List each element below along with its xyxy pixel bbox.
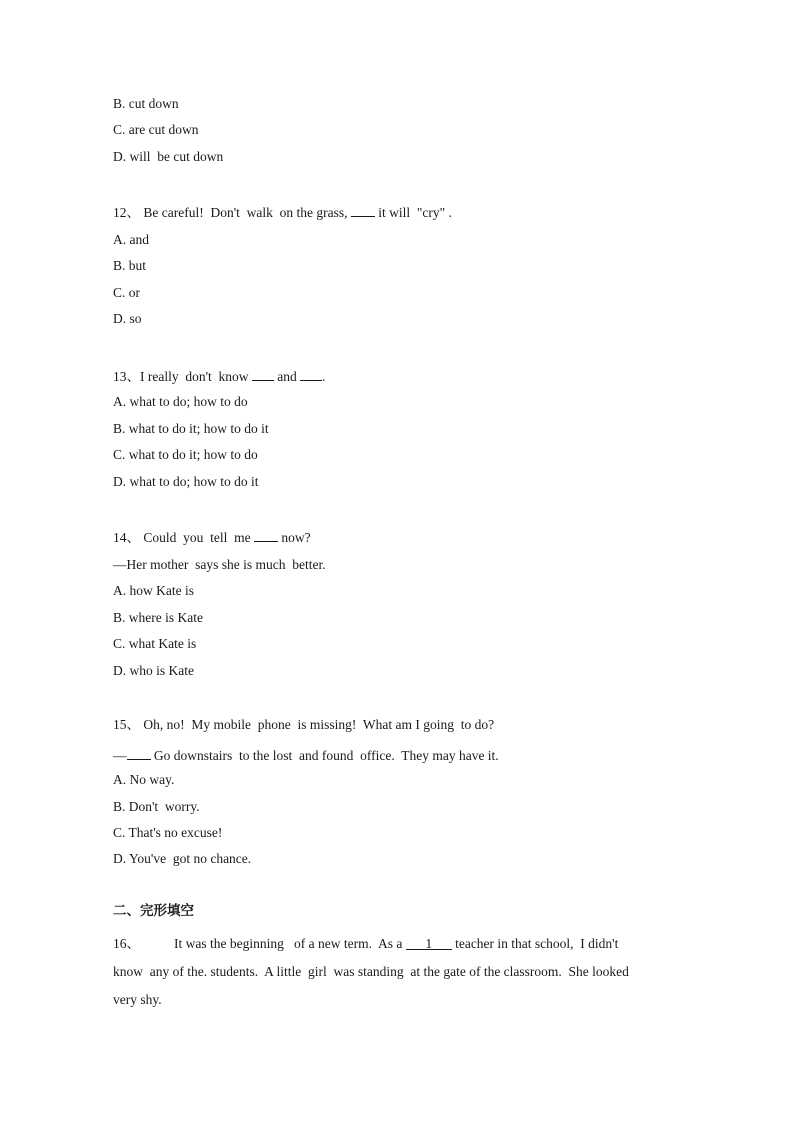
q14-stem-before: 14、 Could you tell me bbox=[113, 530, 254, 545]
q14-option-c: C. what Kate is bbox=[113, 636, 197, 651]
q15-option-a: A. No way. bbox=[113, 772, 175, 787]
q12-stem-after: it will "cry" . bbox=[374, 205, 452, 220]
q15-option-d: D. You've got no chance. bbox=[113, 851, 252, 866]
q13-option-c: C. what to do it; how to do bbox=[113, 447, 258, 462]
q15-option-b: B. Don't worry. bbox=[113, 799, 200, 814]
q15-stem: 15、 Oh, no! My mobile phone is missing! What am I going to do? bbox=[113, 717, 495, 732]
q15-reply bbox=[113, 747, 499, 763]
q14-stem-after: now? bbox=[278, 530, 311, 545]
q14-stem bbox=[113, 529, 311, 545]
q14-option-a: A. how Kate is bbox=[113, 583, 194, 598]
q12-stem-before: 12、 Be careful! Don't walk on the grass, bbox=[113, 205, 351, 220]
q13-blank-1 bbox=[252, 368, 274, 381]
q12-stem bbox=[113, 204, 452, 220]
q14-blank bbox=[254, 529, 278, 542]
q16-line-2: know any of the. students. A little girl was standing at the gate of the classroom. She looked bbox=[113, 964, 629, 979]
q15-reply-dash: — bbox=[113, 748, 127, 763]
q16-line-3: very shy. bbox=[113, 992, 162, 1007]
q13-stem-mid: and bbox=[273, 369, 301, 384]
q16-line-1 bbox=[113, 937, 618, 951]
q11-option-d: D. will be cut down bbox=[113, 149, 224, 164]
q14-reply: —Her mother says she is much better. bbox=[113, 557, 326, 572]
q12-option-c: C. or bbox=[113, 285, 140, 300]
q13-option-a: A. what to do; how to do bbox=[113, 394, 248, 409]
q15-option-c: C. That's no excuse! bbox=[113, 825, 223, 840]
q13-option-b: B. what to do it; how to do it bbox=[113, 421, 269, 436]
q16-line1-after: teacher in that school, I didn't bbox=[451, 936, 619, 951]
q12-option-b: B. but bbox=[113, 258, 147, 273]
q14-option-d: D. who is Kate bbox=[113, 663, 194, 678]
q15-blank bbox=[127, 747, 151, 760]
q16-number: 16、 bbox=[113, 936, 140, 951]
q13-stem-after: . bbox=[322, 369, 326, 384]
q14-option-b: B. where is Kate bbox=[113, 610, 203, 625]
q13-option-d: D. what to do; how to do it bbox=[113, 474, 259, 489]
q13-stem bbox=[113, 368, 326, 384]
q13-stem-before: 13、I really don't know bbox=[113, 369, 252, 384]
section-title-cloze: 二、完形填空 bbox=[113, 903, 194, 919]
q12-option-a: A. and bbox=[113, 232, 149, 247]
q15-reply-after: Go downstairs to the lost and found office. They may have it. bbox=[150, 748, 499, 763]
q12-option-d: D. so bbox=[113, 311, 142, 326]
q11-option-c: C. are cut down bbox=[113, 122, 199, 137]
q16-line1-before: It was the beginning of a new term. As a bbox=[174, 936, 406, 951]
q13-blank-2 bbox=[300, 368, 322, 381]
q16-blank-1: 1 bbox=[406, 937, 452, 950]
q11-option-b: B. cut down bbox=[113, 96, 179, 111]
q12-blank bbox=[351, 204, 375, 217]
